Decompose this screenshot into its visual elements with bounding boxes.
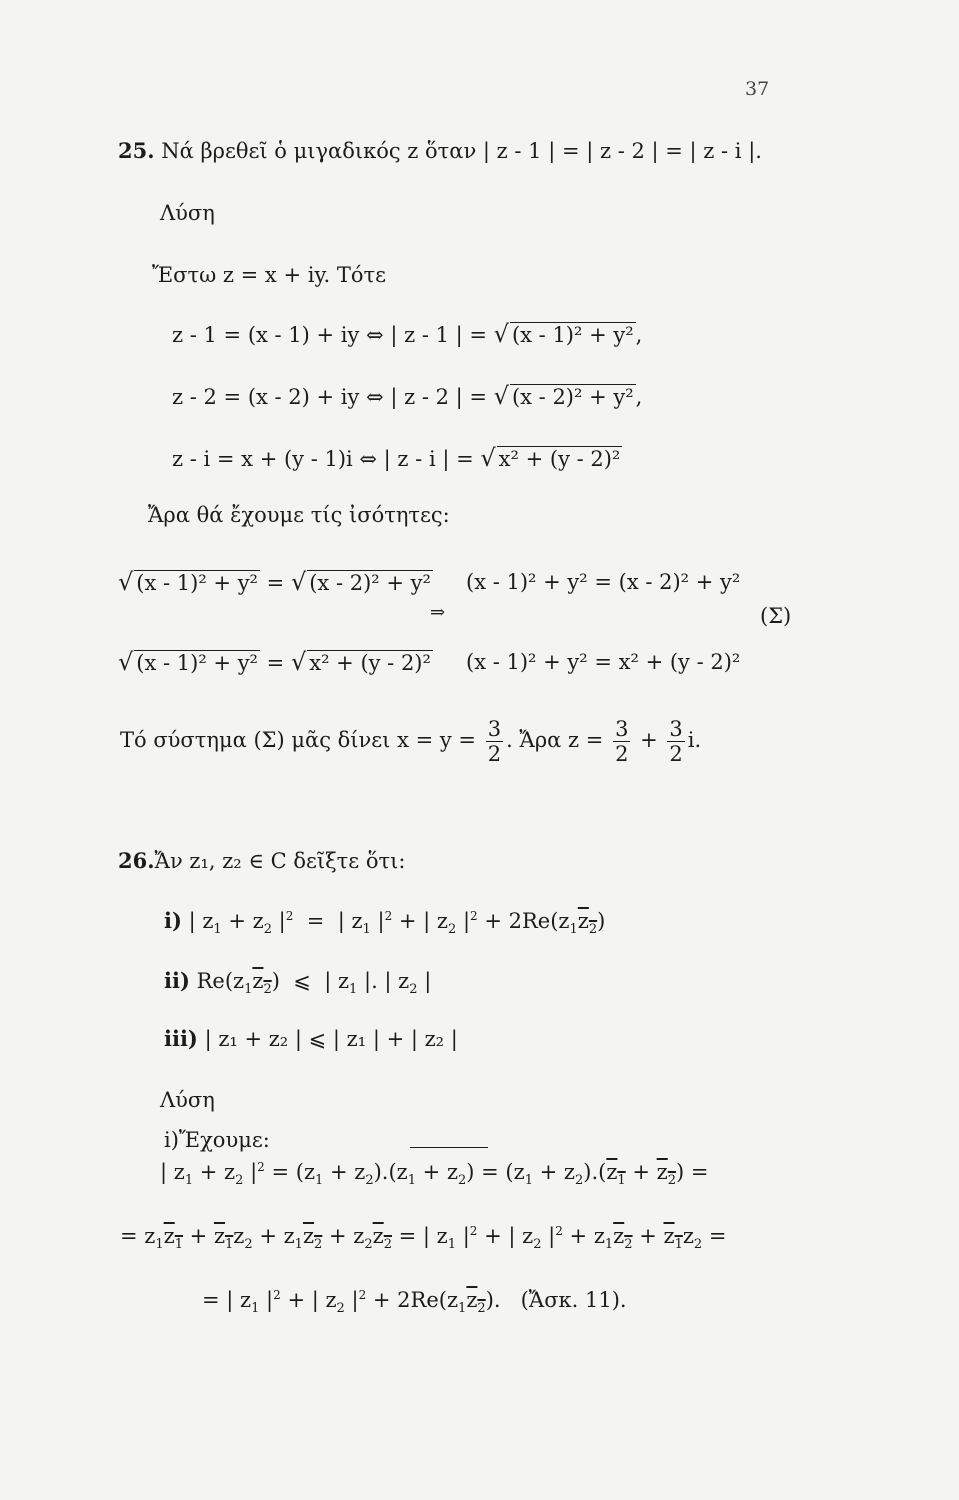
statement-i-label: i) <box>164 908 182 933</box>
exercise-25-prompt: Νά βρεθεῖ ὁ μιγαδικός z ὅταν | z - 1 | = | z - 2 | = | z - i |. <box>161 139 762 163</box>
fraction-numerator: 3 <box>615 717 629 741</box>
solution-label-25: Λύση <box>160 201 215 225</box>
eq-1-sqrt-a: √ (x - 1)² + y² <box>118 568 258 596</box>
eq-2-sqrt-a: √ (x - 1)² + y² <box>118 648 258 676</box>
modulus-row-3 <box>172 446 622 470</box>
system-label: (Σ) <box>760 604 792 628</box>
exercise-25-heading <box>118 140 762 162</box>
equality-2: √ (x - 1)² + y² = √ x² + (y - 2)² <box>118 648 431 676</box>
eq-2-sqrt-b: √ x² + (y - 2)² <box>290 648 431 676</box>
solution-label-26: Λύση <box>160 1088 215 1112</box>
fraction-denominator: 2 <box>487 742 502 767</box>
eq-1-sqrt-b: √ (x - 2)² + y² <box>290 568 431 596</box>
fraction-denominator: 2 <box>669 742 683 767</box>
exercise-26-heading <box>118 850 405 872</box>
row-3-lhs: z - i = x + (y - 1)i ⇔ | z - i | = <box>172 447 474 471</box>
row-1-end: , <box>635 323 643 347</box>
conclusion-text: Τό σύστημα (Σ) μᾶς δίνει x = y = <box>120 728 476 753</box>
statement-iii <box>164 1028 458 1050</box>
conclusion-plus: + <box>640 728 658 753</box>
sqrt-2: √ (x - 2)² + y² <box>493 382 634 410</box>
modulus-row-1 <box>172 322 642 346</box>
conjugate-bar-sum <box>410 1147 488 1148</box>
statement-i: i) | $z_1 + z_2$ $|^2$ = | $z_1$ $|^2$ + | $z_2$ $|^2 + 2Re(z_1z_2)$ <box>164 908 606 938</box>
implies-arrow: ⇒ <box>430 602 446 623</box>
sqrt-3-radicand: x² + (y - 2)² <box>498 447 621 471</box>
hence-statement: Ἄρα θά ἔχουμε τίς ἰσότητες: <box>148 503 450 527</box>
sqrt-1: √ (x - 1)² + y² <box>493 320 634 348</box>
system-equation-1: (x - 1)² + y² = (x - 2)² + y² <box>466 570 741 594</box>
statement-ii-label: ii) <box>164 968 190 993</box>
exercise-26-prompt: Ἄν z₁, z₂ ∈ C δεῖξτε ὅτι: <box>154 849 406 873</box>
fraction-3-2 <box>486 718 503 765</box>
exercise-reference: (Ἄσκ. 11). <box>520 1288 627 1312</box>
eq-2-radicand-a: (x - 1)² + y² <box>136 651 258 675</box>
derivation-line-1: | $z_1 + z_2$ $|^2 = (z_1 + z_2).(z_1 + z_2) = (z_1 + z_2).(z_1 + z_2)$ = <box>160 1160 709 1189</box>
sqrt-3: √ x² + (y - 2)² <box>480 444 621 472</box>
conclusion-25 <box>120 718 701 765</box>
page-number: 37 <box>745 78 770 100</box>
sqrt-1-radicand: (x - 1)² + y² <box>511 323 634 347</box>
exercise-26-number: 26. <box>118 848 155 873</box>
we-have: i)Ἔχουμε: <box>164 1128 270 1152</box>
row-2-end: , <box>635 385 643 409</box>
exercise-25-number: 25. <box>118 138 155 163</box>
derivation-line-2: = $z_1z_1 + z_1z_2 + z_1z_2 + z_2z_2$ = | $z_1$ $|^2$ + | $z_2$ $|^2 + z_1z_2 + z_1z_2$ = <box>120 1224 727 1253</box>
let-statement: Ἔστω z = x + iy. Τότε <box>152 263 387 287</box>
fraction-numerator: 3 <box>669 717 683 741</box>
conclusion-end: i. <box>687 728 702 753</box>
statement-iii-label: iii) <box>164 1026 198 1051</box>
eq-2-radicand-b: x² + (y - 2)² <box>309 651 431 675</box>
fraction-numerator: 3 <box>487 717 502 741</box>
row-1-lhs: z - 1 = (x - 1) + iy ⇔ | z - 1 | = <box>172 323 487 347</box>
system-equation-2: (x - 1)² + y² = x² + (y - 2)² <box>466 650 741 674</box>
derivation-line-3: = | $z_1$ $|^2$ + | $z_2$ $|^2 + 2Re(z_1z_2)$. (Ἄσκ. 11). <box>202 1288 627 1317</box>
eq-1-radicand-a: (x - 1)² + y² <box>136 571 258 595</box>
statement-ii: ii) $Re(z_1z_2)$ ⩽ | $z_1$ |. | $z_2$ | <box>164 968 432 998</box>
sqrt-2-radicand: (x - 2)² + y² <box>511 385 634 409</box>
statement-iii-expression: | z₁ + z₂ | ⩽ | z₁ | + | z₂ | <box>204 1027 458 1051</box>
fraction-3-2-real <box>613 718 630 765</box>
modulus-row-2 <box>172 384 642 408</box>
fraction-denominator: 2 <box>615 742 629 767</box>
equality-1: √ (x - 1)² + y² = √ (x - 2)² + y² <box>118 568 431 596</box>
row-2-lhs: z - 2 = (x - 2) + iy ⇔ | z - 2 | = <box>172 385 487 409</box>
fraction-3-2-imag <box>667 718 684 765</box>
eq-1-radicand-b: (x - 2)² + y² <box>309 571 431 595</box>
conclusion-mid: . Ἄρα z = <box>506 728 604 753</box>
